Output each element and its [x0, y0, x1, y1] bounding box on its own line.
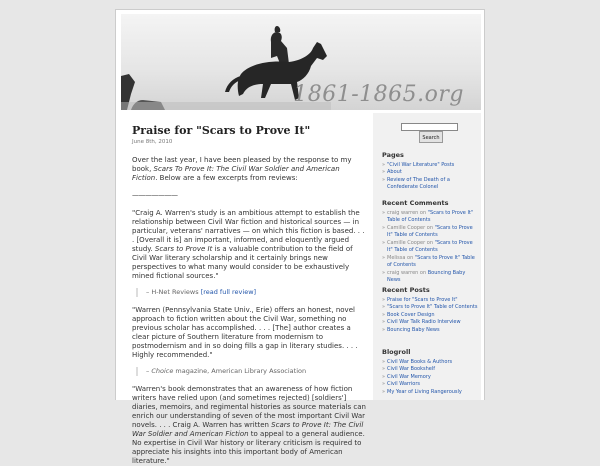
comment-item [382, 225, 478, 240]
review-1 [132, 209, 367, 281]
separator-line: ——————— [132, 191, 178, 199]
page-link-about[interactable]: » About [382, 169, 478, 177]
post-date: June 8th, 2010 [132, 139, 173, 145]
source-2-publisher: magazine, American Library Association [173, 367, 307, 375]
recent-posts-heading: Recent Posts [382, 286, 430, 294]
comment-item [382, 210, 478, 225]
blogroll-heading: Blogroll [382, 348, 411, 356]
comment-author: Melissa on [387, 254, 415, 261]
intro-paragraph [132, 156, 367, 183]
intro-text: Over the last year, I have been pleased by the response to my book, [132, 156, 352, 173]
comment-post-link[interactable]: "Scars to Prove It" Table of Contents [387, 239, 473, 253]
page-link-review[interactable]: » Review of The Death of a Confederate Colonel [382, 177, 478, 192]
review-2-source [136, 367, 367, 376]
source-2-dash: – [146, 367, 152, 375]
recent-post-link[interactable]: » Civil War Talk Radio Interview [382, 319, 478, 327]
source-1-name: – H-Net Reviews [146, 288, 199, 296]
search-button[interactable]: Search [419, 131, 443, 143]
sidebar [373, 113, 481, 400]
review-3-book: Scars to Prove It: The Civil War Soldier and American Fiction [132, 421, 364, 438]
recent-comments-heading: Recent Comments [382, 199, 449, 207]
intro-book-title: Scars To Prove It: The Civil War Soldier and American Fiction [132, 165, 340, 182]
comment-author: Camille Cooper on [387, 224, 435, 231]
recent-post-link[interactable]: » "Scars to Prove It" Table of Contents [382, 304, 478, 312]
intro-text-end: . Below are a few excerpts from reviews: [155, 174, 298, 182]
review-3-text-end: to appeal to a general audience. No expertise in Civil War history or literary criticism is required to appreciate his insights into this important body of American literature." [132, 430, 365, 465]
recent-comments-list [382, 210, 478, 285]
review-2: "Warren (Pennsylvania State Univ., Erie) offers an honest, novel approach to fiction written about the Civil War, something no previous scholar has accomplished. . . . [The] author creates a clear picture of Southern literature from modernism to postmodernism and in so doing fills a gap in literary studies. . . . Highly recommended." [132, 306, 358, 359]
pages-widget [382, 152, 478, 192]
recent-posts-list [382, 297, 478, 335]
comment-author: Camille Cooper on [387, 239, 435, 246]
comment-item [382, 240, 478, 255]
review-3-text: "Warren's book demonstrates that an awareness of how fiction writers have relied upon (and sometimes rejected) [soldiers'] diaries, memoirs, and regimental histories as source materials can enrich our understanding of seven of the most important Civil War novels. . . . Craig A. Warren has written [132, 385, 366, 429]
recent-posts-widget [382, 287, 478, 334]
comment-author: craig warren on [387, 209, 428, 216]
blogroll-link[interactable]: » Civil War Memory [382, 374, 478, 382]
site-title[interactable]: 1861-1865.org [293, 82, 464, 107]
search-form [401, 123, 458, 131]
blogroll-link[interactable]: » Civil War Bookshelf [382, 366, 478, 374]
review-1-source [136, 288, 367, 297]
blogroll-link[interactable]: » Civil Warriors [382, 381, 478, 389]
recent-post-link[interactable]: » Bouncing Baby News [382, 327, 478, 335]
comment-item [382, 270, 478, 285]
comment-author: craig warren on [387, 269, 428, 276]
review-1-text: "Craig A. Warren's study is an ambitious attempt to establish the relationship between Civil War fiction and historical sources — in particular, veterans' narratives — on which this fiction is based. . . . [Overall it is] an important, informed, and eloquently argued study. [132, 209, 365, 253]
recent-comments-widget [382, 200, 478, 285]
comment-post-link[interactable]: "Scars to Prove It" Table of Contents [387, 224, 473, 238]
pages-list [382, 162, 478, 192]
comment-item [382, 255, 478, 270]
blogroll-link[interactable]: » Civil War Books & Authors [382, 359, 478, 367]
comment-post-link[interactable]: "Scars to Prove It" Table of Contents [387, 209, 474, 223]
recent-post-link[interactable]: » Praise for "Scars to Prove It" [382, 297, 478, 305]
site-header [121, 14, 481, 110]
blogroll-widget [382, 349, 478, 396]
blogroll-link[interactable]: » My Year of Living Rangerously [382, 389, 478, 397]
read-full-review-link[interactable]: [read full review] [200, 288, 257, 296]
recent-post-link[interactable]: » Book Cover Design [382, 312, 478, 320]
search-input[interactable] [401, 123, 458, 131]
blogroll-list [382, 359, 478, 397]
comment-post-link[interactable]: Bouncing Baby News [387, 269, 466, 283]
page-link-civil-war-literature[interactable]: » "Civil War Literature" Posts [382, 162, 478, 170]
post-content [132, 124, 367, 466]
pages-heading: Pages [382, 151, 404, 159]
source-2-magazine: Choice [151, 367, 174, 375]
comment-post-link[interactable]: "Scars to Prove It" Table of Contents [387, 254, 475, 268]
review-3 [132, 385, 367, 466]
review-1-book: Scars to Prove It [154, 245, 213, 253]
post-title[interactable]: Praise for "Scars to Prove It" [132, 124, 311, 137]
review-1-text-end: is a valuable contribution to the field of Civil War literary scholarship and it certainly brings new perspectives to what many would consider to be exhaustively mined fictional sources." [132, 245, 353, 280]
